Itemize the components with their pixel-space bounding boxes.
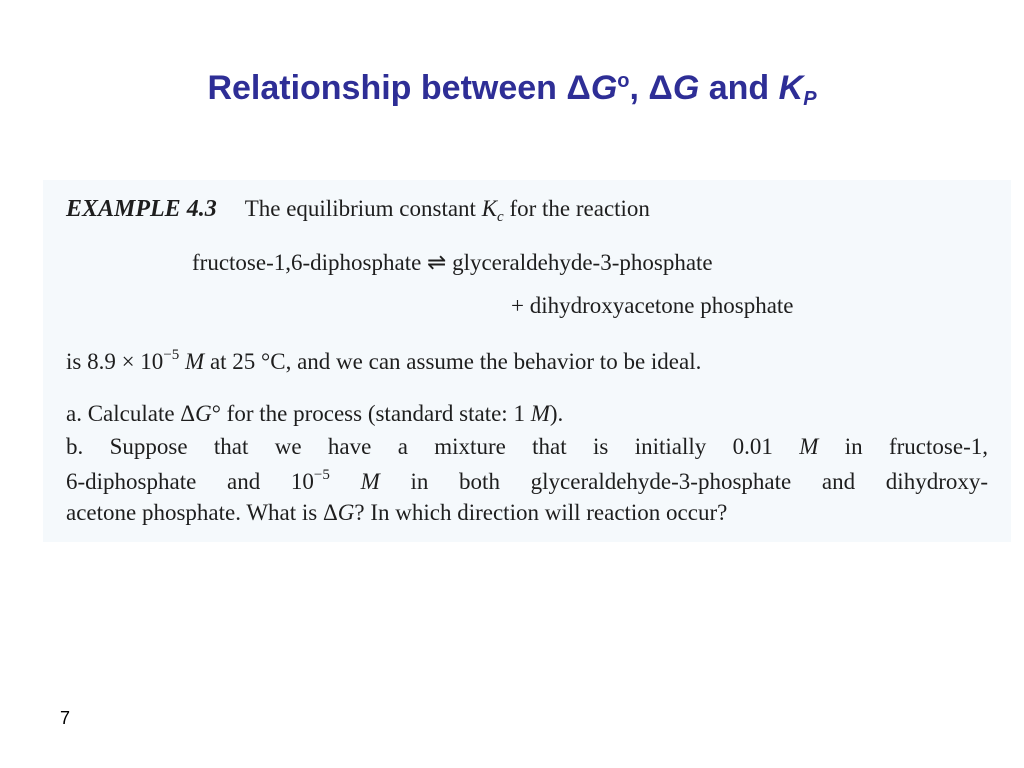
part-b-line-3: acetone phosphate. What is ΔG? In which direction will reaction occur?	[66, 500, 728, 525]
page-number: 7	[60, 708, 71, 728]
example-label: EXAMPLE 4.3	[66, 196, 217, 222]
slide-title: Relationship between $\Delta G^o$, ΔG and $K_P$	[207, 69, 817, 110]
part-a: a. Calculate ΔG° for the process (standard state: 1 M).	[66, 401, 564, 426]
textbook-example-image	[43, 180, 1011, 542]
reaction-product-1: glyceraldehyde-3-phosphate	[452, 250, 713, 275]
reaction-product-2: + dihydroxyacetone phosphate	[511, 293, 794, 318]
equilibrium-arrow: ⇌	[427, 250, 447, 275]
part-b-line-1: b. Suppose that we have a mixture that is initially 0.01 M in fructose-1,	[66, 434, 988, 459]
reaction-line	[192, 251, 713, 274]
part-b-line-2: 6-diphosphate and $10^{-5}$ M in both glyceraldehyde-3-phosphate and dihydroxy-	[66, 467, 989, 494]
example-header: EXAMPLE 4.3 The equilibrium constant $K_c$ for the reaction	[66, 196, 650, 225]
condition-line: is $8.9 \times 10^{-5}$ M at 25 °C, and we can assume the behavior to be ideal.	[66, 347, 702, 374]
reaction-reactant: fructose-1,6-diphosphate	[192, 250, 422, 275]
